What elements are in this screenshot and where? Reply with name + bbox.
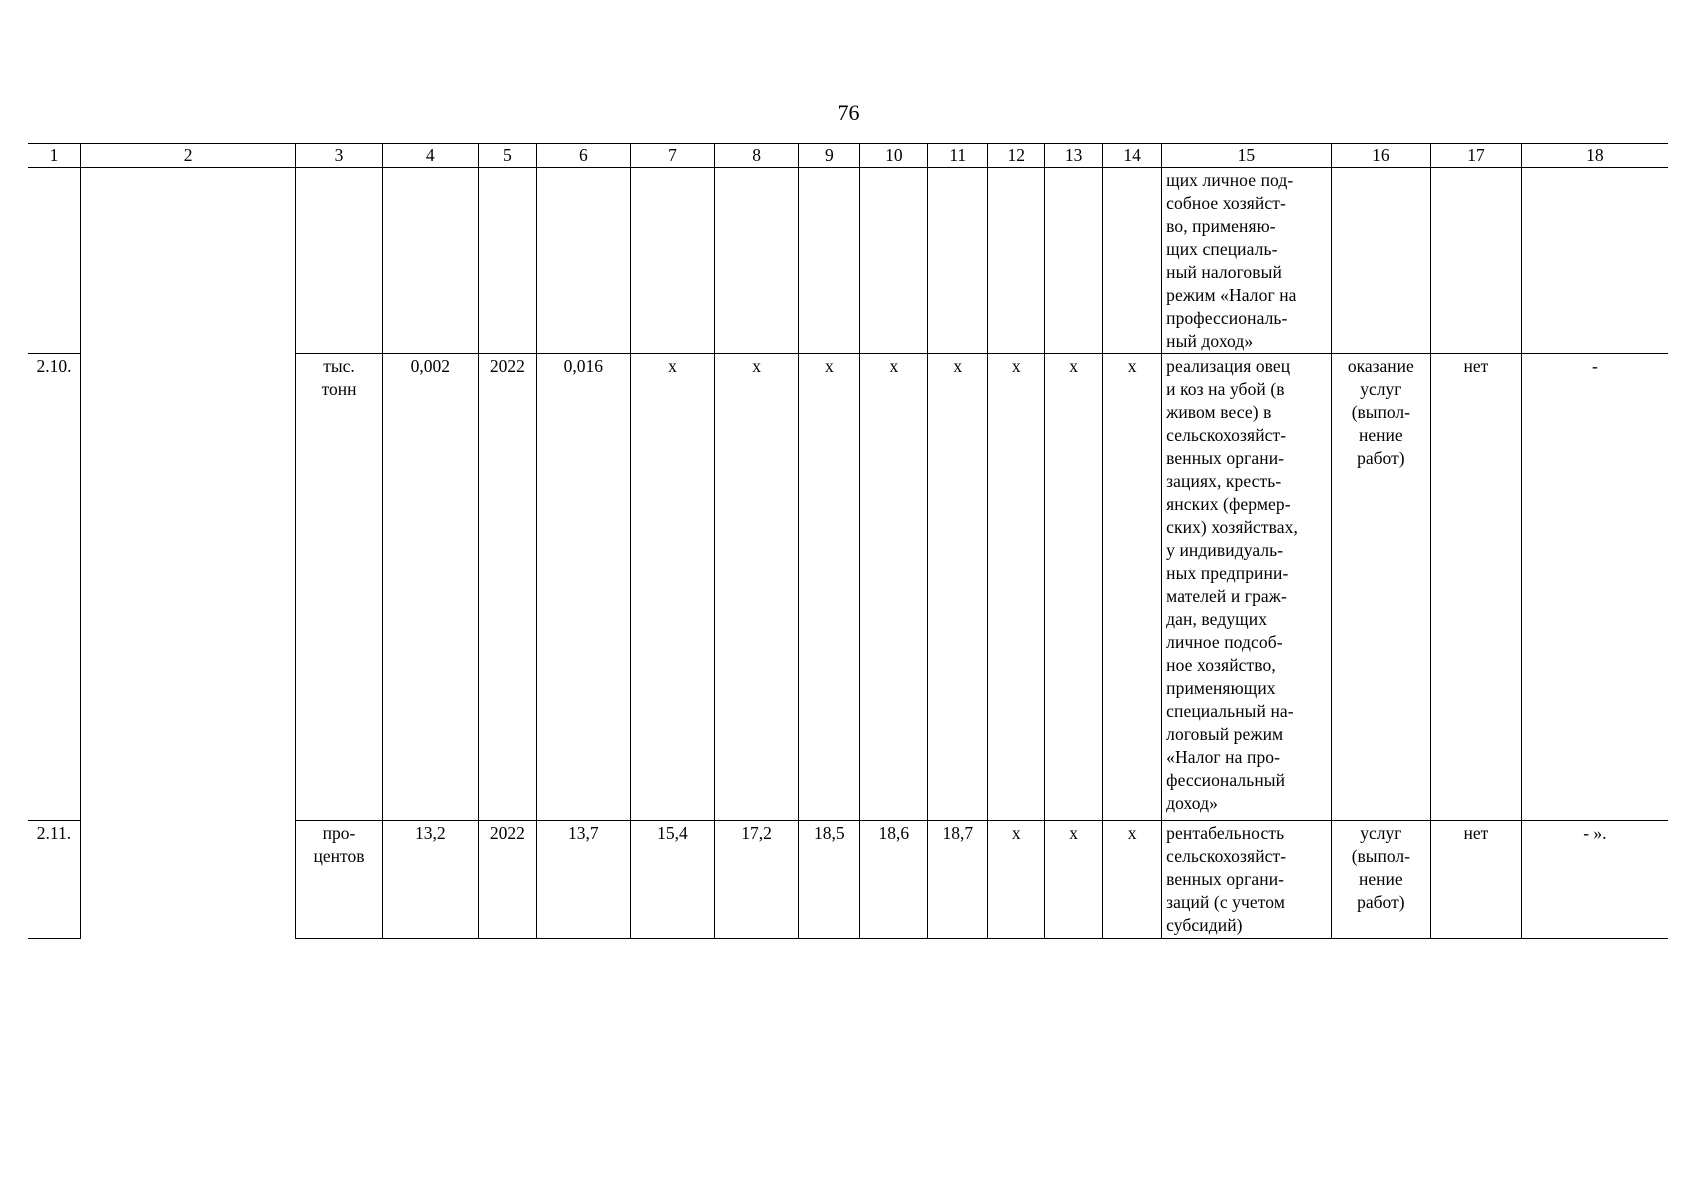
unit-cell: тыс. тонн (296, 354, 382, 821)
value-cell (988, 168, 1045, 354)
value-cell (536, 168, 630, 354)
value-cell (630, 168, 714, 354)
description-cell: щих личное под- собное хозяйст- во, применяю- щих специаль- ный налоговый режим «Налог на профессиональ- ный доход» (1162, 168, 1331, 354)
header-cell: 15 (1162, 144, 1331, 168)
flag-cell (1431, 168, 1522, 354)
category-cell (1331, 168, 1430, 354)
value-cell: 17,2 (715, 821, 799, 939)
header-cell: 3 (296, 144, 382, 168)
header-cell: 5 (478, 144, 536, 168)
description-cell: реализация овец и коз на убой (в живом весе) в сельскохозяйст- венных органи- зациях, кресть- янских (фермер- ских) хозяйствах, у индивидуаль- ных предприни- мателей и граж- дан, ведущих личное подсоб- ное хозяйство, применяющих специальный на- логовый режим «Налог на про- фессиональный доход» (1162, 354, 1331, 821)
flag-cell: нет (1431, 821, 1522, 939)
value-cell: х (1103, 354, 1162, 821)
flag-cell: нет (1431, 354, 1522, 821)
description-cell: рентабельность сельскохозяйст- венных органи- заций (с учетом субсидий) (1162, 821, 1331, 939)
value-cell (860, 168, 928, 354)
value-cell: 15,4 (630, 821, 714, 939)
value-cell: 0,002 (382, 354, 478, 821)
year-cell: 2022 (478, 821, 536, 939)
value-cell: х (860, 354, 928, 821)
value-cell: 18,6 (860, 821, 928, 939)
value-cell: 18,7 (928, 821, 988, 939)
header-cell: 14 (1103, 144, 1162, 168)
value-cell (1103, 168, 1162, 354)
value-cell: 13,2 (382, 821, 478, 939)
value-cell: х (988, 821, 1045, 939)
header-cell: 12 (988, 144, 1045, 168)
row-number-cell: 2.10. (28, 354, 80, 821)
value-cell: х (1045, 821, 1103, 939)
year-cell: 2022 (478, 354, 536, 821)
merged-name-cell (80, 168, 295, 939)
value-cell: 13,7 (536, 821, 630, 939)
value-cell: 18,5 (799, 821, 860, 939)
value-cell (799, 168, 860, 354)
unit-cell: про- центов (296, 821, 382, 939)
value-cell: х (630, 354, 714, 821)
category-cell: услуг (выпол- нение работ) (1331, 821, 1430, 939)
row-number-cell (28, 168, 80, 354)
value-cell: х (1103, 821, 1162, 939)
header-cell: 9 (799, 144, 860, 168)
value-cell (928, 168, 988, 354)
page-number: 76 (837, 100, 860, 125)
value-cell: 0,016 (536, 354, 630, 821)
value-cell (1045, 168, 1103, 354)
value-cell: х (715, 354, 799, 821)
note-cell: - ». (1521, 821, 1668, 939)
header-cell: 18 (1521, 144, 1668, 168)
header-cell: 16 (1331, 144, 1430, 168)
header-cell: 17 (1431, 144, 1522, 168)
header-cell: 13 (1045, 144, 1103, 168)
value-cell: х (799, 354, 860, 821)
year-cell (478, 168, 536, 354)
header-cell: 8 (715, 144, 799, 168)
value-cell (715, 168, 799, 354)
category-cell: оказание услуг (выпол- нение работ) (1331, 354, 1430, 821)
header-cell: 7 (630, 144, 714, 168)
header-cell: 2 (80, 144, 295, 168)
value-cell: х (1045, 354, 1103, 821)
header-cell: 1 (28, 144, 80, 168)
header-cell: 11 (928, 144, 988, 168)
data-table (28, 143, 1668, 939)
header-cell: 6 (536, 144, 630, 168)
row-number-cell: 2.11. (28, 821, 80, 939)
value-cell: х (928, 354, 988, 821)
note-cell (1521, 168, 1668, 354)
table-row (28, 168, 1668, 354)
header-cell: 4 (382, 144, 478, 168)
value-cell: х (988, 354, 1045, 821)
unit-cell (296, 168, 382, 354)
header-row (28, 144, 1668, 168)
header-cell: 10 (860, 144, 928, 168)
value-cell (382, 168, 478, 354)
note-cell: - (1521, 354, 1668, 821)
